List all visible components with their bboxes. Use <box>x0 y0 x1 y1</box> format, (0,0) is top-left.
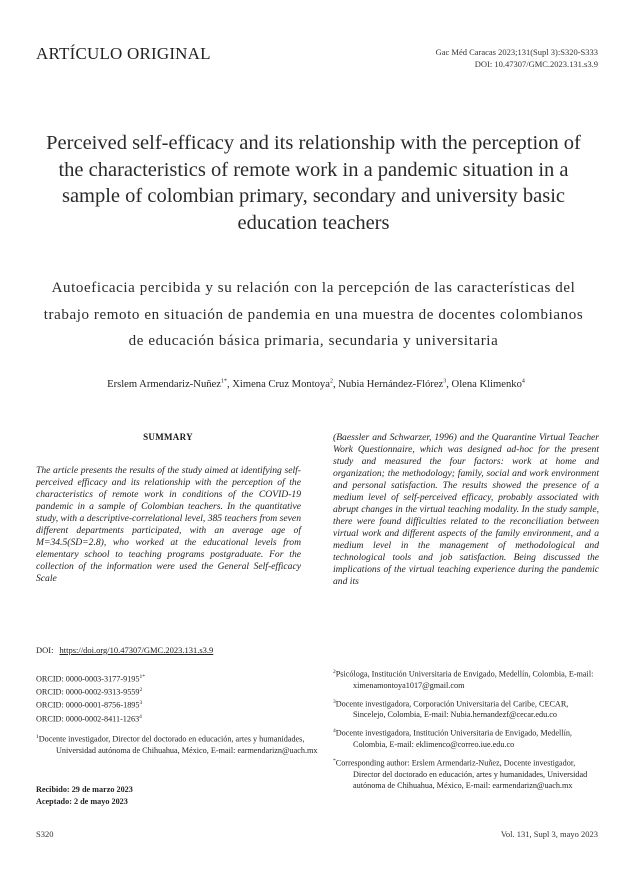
affiliation-author-4 <box>333 726 599 750</box>
orcid-text: ORCID: 0000-0002-8411-1263 <box>36 714 140 724</box>
affiliation-text: Psicóloga, Institución Universitaria de Envigado, Medellín, Colombia, E-mail: ximenamontoya1017@gmail.com <box>335 669 594 690</box>
corresponding-author <box>333 756 599 791</box>
orcid-text: ORCID: 0000-0001-8756-1895 <box>36 701 140 711</box>
author-affiliation-mark: 1* <box>220 378 227 384</box>
author-name: Ximena Cruz Montoya <box>232 378 330 390</box>
author-name: Erslem Armendariz-Nuñez <box>107 378 221 390</box>
author-affiliation-mark: 4 <box>521 378 525 384</box>
affiliation-mark: 1 <box>36 734 39 740</box>
author <box>232 379 338 390</box>
orcid-item <box>36 698 145 711</box>
author-name: Nubia Hernández-Flórez <box>338 378 444 390</box>
affiliation-author-1 <box>36 732 324 756</box>
article-subtitle-spanish: Autoeficacia percibida y su relación con la percepción de las características del trabajo remoto en situación de pandemia en una muestra de docentes colombianos de educación básica primaria, secundaria y universitaria <box>43 280 584 349</box>
affiliation-mark: * <box>333 758 336 765</box>
author-affiliation-mark: 2 <box>329 378 333 384</box>
page-number: S320 <box>36 829 54 839</box>
abstract-column-left: The article presents the results of the study aimed at identifying self-perceived efficacy and its relationship with the perception of the characteristics of remote work in conditions of the COVID-19 pandemic in a sample of Colombian teachers. In the quantitative study, with a descriptive-correlational level, 385 teachers from seven different departments participated, with an average age of M=34.5(SD=2.8), who worked at the educational levels from elementary school to teaching programs postgraduate. For the collection of the information were used the General Self-efficacy Scale <box>36 465 301 584</box>
affiliation-mark: 4 <box>333 728 336 735</box>
author <box>107 379 232 390</box>
orcid-mark: 1* <box>139 674 145 680</box>
orcid-list <box>36 672 145 725</box>
affiliations-column-right <box>333 667 599 797</box>
summary-heading: SUMMARY <box>143 432 193 442</box>
abstract-column-right: (Baessler and Schwarzer, 1996) and the Quarantine Virtual Teacher Work Questionnaire, which was designed ad-hoc for the present study and measured the four factors: work at home and organization; the methodology; family, social and work environment and personal satisfaction. The results showed the presence of a medium level of self-perceived efficacy, probably associated with abrupt changes in the virtual teaching modality. In the study sample, there were found difficulties related to the reconciliation between virtual work and different aspects of the family environment, and a medium level in the management of methodological and technological tools and job satisfaction. Being discussed the implications of the virtual teaching experience during the pandemic and its <box>333 432 599 587</box>
orcid-item <box>36 685 145 698</box>
issue-info: Vol. 131, Supl 3, mayo 2023 <box>500 829 598 839</box>
journal-doi: DOI: 10.47307/GMC.2023.131.s3.9 <box>474 59 598 69</box>
orcid-item <box>36 712 145 725</box>
author-name: Olena Klimenko <box>451 378 522 390</box>
affiliation-mark: 2 <box>333 669 336 675</box>
author-separator: , <box>226 378 233 390</box>
author-affiliation-mark: 3 <box>443 378 447 384</box>
section-label: ARTÍCULO ORIGINAL <box>36 44 211 63</box>
affiliation-text: Docente investigadora, Corporación Universitaria del Caribe, CECAR, Sincelejo, Colombia, E-mail: Nubia.hernandezf@cecar.edu.co <box>335 699 569 720</box>
affiliation-author-2 <box>333 667 599 691</box>
received-date: Recibido: 29 de marzo 2023 <box>36 785 133 794</box>
author-separator: , <box>446 378 452 390</box>
orcid-mark: 3 <box>139 700 143 707</box>
affiliation-text: Docente investigador, Director del doctorado en educación, artes y humanidades, Universidad autónoma de Chihuahua, México, E-mail: earmendarizn@uach.mx <box>38 734 318 755</box>
doi-link[interactable]: https://doi.org/10.47307/GMC.2023.131.s3.9 <box>59 645 214 655</box>
author-separator: , <box>332 378 339 390</box>
doi-line <box>36 645 213 655</box>
orcid-mark: 4 <box>139 713 142 720</box>
accepted-date: Aceptado: 2 de mayo 2023 <box>36 796 128 806</box>
author-list <box>36 378 596 390</box>
orcid-mark: 2 <box>139 687 143 694</box>
article-title: Perceived self-efficacy and its relationship with the perception of the characteristics of remote work in a pandemic situation in a sample of colombian primary, secondary and university basic education teachers <box>46 132 581 234</box>
author <box>338 379 451 390</box>
affiliation-mark: 3 <box>333 698 336 705</box>
affiliation-author-3 <box>333 697 599 721</box>
journal-reference <box>436 46 598 70</box>
author <box>452 379 525 390</box>
doi-label: DOI: <box>36 645 54 655</box>
orcid-text: ORCID: 0000-0003-3177-9195 <box>36 674 140 684</box>
orcid-text: ORCID: 0000-0002-9313-9559 <box>36 687 140 697</box>
publication-dates <box>36 784 133 807</box>
orcid-item <box>36 672 145 685</box>
journal-citation: Gac Méd Caracas 2023;131(Supl 3):S320-S333 <box>435 47 598 57</box>
affiliation-text: Corresponding author: Erslem Armendariz-Nuñez, Docente investigador, Director del doctorado en educación, artes y humanidades, Universidad autónoma de Chihuahua, México, E-mail: earmendarizn@uach.mx <box>335 758 588 790</box>
affiliation-text: Docente investigadora, Institución Universitaria de Envigado, Medellín, Colombia, E-mail: eklimenco@correo.iue.edu.co <box>335 729 572 750</box>
